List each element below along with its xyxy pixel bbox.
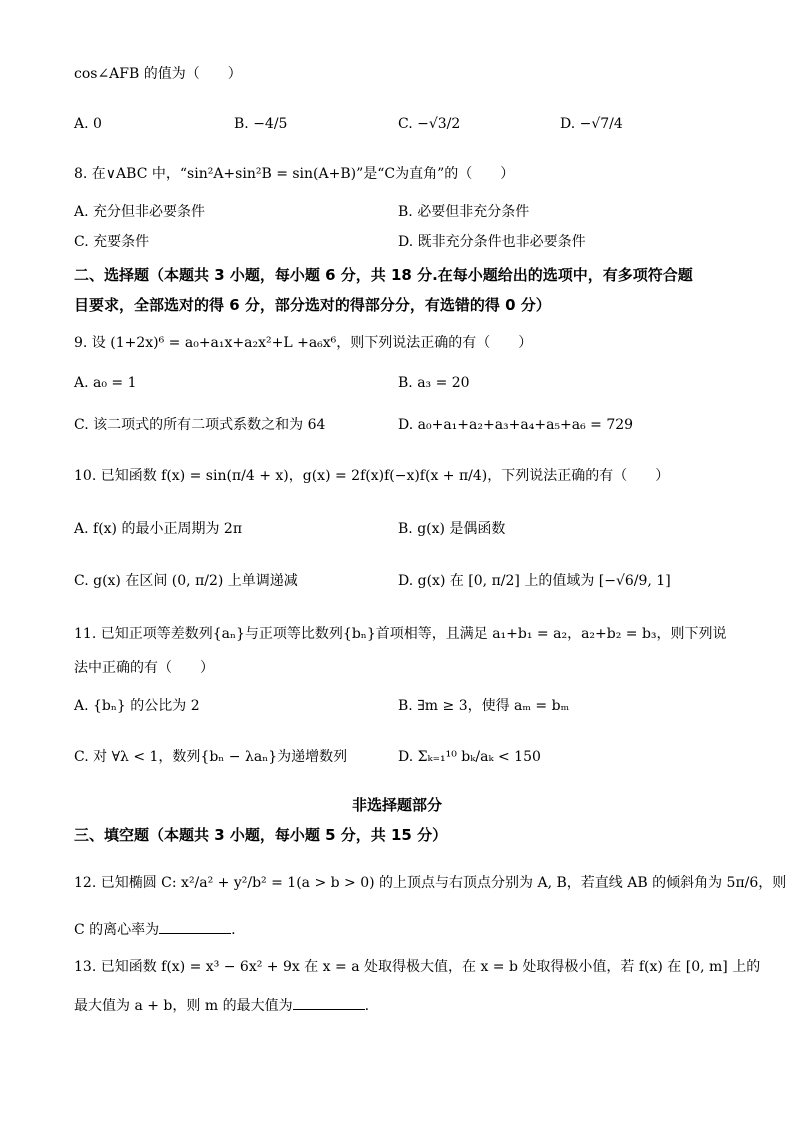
q9-option-d: D. a₀+a₁+a₂+a₃+a₄+a₅+a₆ = 729 [398, 417, 634, 433]
q8-stem: 8. 在∨ABC 中，“sin²A+sin²B = sin(A+B)”是“C为直角”的（ ） [74, 166, 515, 182]
q8-option-b: B. 必要但非充分条件 [398, 204, 530, 220]
q9-option-a: A. a₀ = 1 [74, 375, 137, 391]
q12-stem-line2 [74, 919, 236, 940]
q8-option-a: A. 充分但非必要条件 [74, 204, 206, 220]
q12-period: . [231, 922, 236, 938]
q13-answer-blank[interactable] [293, 995, 365, 1010]
section-3-title: 三、填空题（本题共 3 小题，每小题 5 分，共 15 分） [74, 826, 448, 844]
q9-option-c: C. 该二项式的所有二项式系数之和为 64 [74, 417, 326, 433]
q11-stem-line1: 11. 已知正项等差数列{aₙ}与正项等比数列{bₙ}首项相等，且满足 a₁+b₁ = a₂，a₂+b₂ = b₃，则下列说 [74, 626, 727, 642]
q10-option-c: C. g(x) 在区间 (0, π/2) 上单调递减 [74, 573, 298, 589]
q13-text: 最大值为 a + b，则 m 的最大值为 [74, 998, 293, 1014]
q9-option-b: B. a₃ = 20 [398, 375, 470, 391]
q11-stem-line2: 法中正确的有（ ） [74, 660, 214, 676]
q13-stem-line1: 13. 已知函数 f(x) = x³ − 6x² + 9x 在 x = a 处取得极大值，在 x = b 处取得极小值，若 f(x) 在 [0, m] 上的 [74, 959, 761, 975]
q8-option-c: C. 充要条件 [74, 234, 150, 250]
q11-option-c: C. 对 ∀λ < 1，数列{bₙ − λaₙ}为递增数列 [74, 749, 348, 765]
q10-option-a: A. f(x) 的最小正周期为 2π [74, 521, 243, 537]
q10-stem: 10. 已知函数 f(x) = sin(π/4 + x)，g(x) = 2f(x)f(−x)f(x + π/4)，下列说法正确的有（ ） [74, 468, 670, 484]
q10-option-b: B. g(x) 是偶函数 [398, 521, 506, 537]
q12-answer-blank[interactable] [159, 919, 231, 934]
q12-text: C 的离心率为 [74, 922, 160, 938]
q10-option-d: D. g(x) 在 [0, π/2] 上的值域为 [−√6/9, 1] [398, 573, 671, 589]
q7-option-b: B. −4/5 [234, 116, 288, 132]
q13-period: . [364, 998, 370, 1014]
q12-stem-line1: 12. 已知椭圆 C: x²/a² + y²/b² = 1(a > b > 0) 的上顶点与右顶点分别为 A, B，若直线 AB 的倾斜角为 5π/6，则 [74, 875, 787, 891]
q9-stem: 9. 设 (1+2x)⁶ = a₀+a₁x+a₂x²+L +a₆x⁶，则下列说法正确的有（ ） [74, 335, 533, 351]
q7-option-c: C. −√3/2 [398, 116, 461, 132]
section-2-title-line1: 二、选择题（本题共 3 小题，每小题 6 分，共 18 分.在每小题给出的选项中，有多项符合题 [74, 266, 693, 284]
q7-option-d: D. −√7/4 [560, 116, 623, 132]
part-2-title: 非选择题部分 [351, 796, 442, 814]
q11-option-a: A. {bₙ} 的公比为 2 [74, 698, 200, 714]
q8-option-d: D. 既非充分条件也非必要条件 [398, 234, 586, 250]
q13-stem-line2 [74, 995, 369, 1016]
q7-option-a: A. 0 [74, 116, 102, 132]
q11-option-d: D. Σₖ₌₁¹⁰ bₖ/aₖ < 150 [398, 749, 541, 765]
section-2-title-line2: 目要求，全部选对的得 6 分，部分选对的得部分分，有选错的得 0 分） [74, 296, 551, 314]
q11-option-b: B. ∃m ≥ 3，使得 aₘ = bₘ [398, 698, 570, 714]
q7-stem-tail: cos∠AFB 的值为（ ） [74, 66, 242, 82]
